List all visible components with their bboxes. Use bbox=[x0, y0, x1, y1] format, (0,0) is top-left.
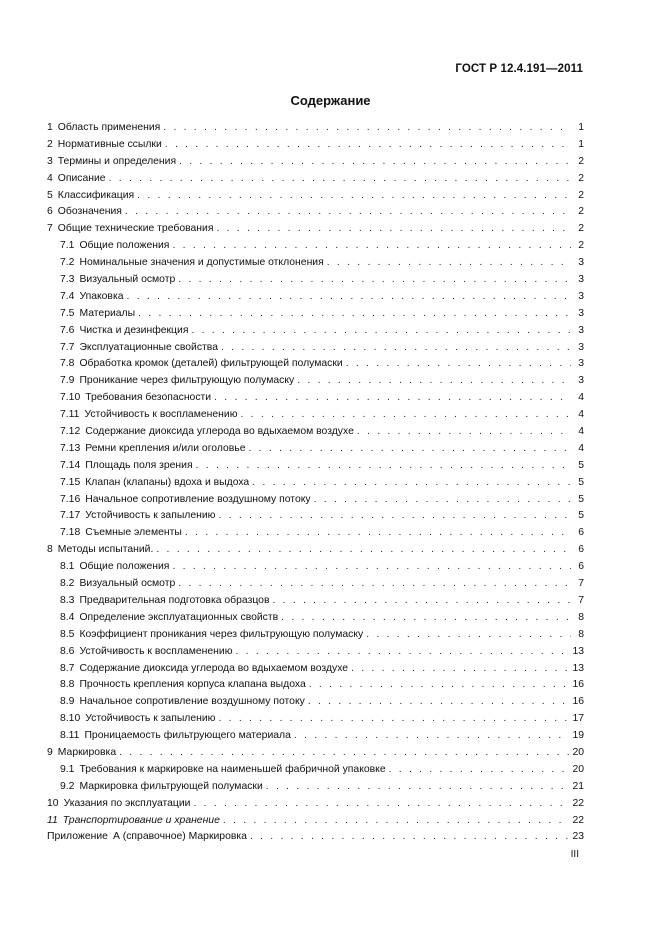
toc-entry-number: 8.10 bbox=[60, 713, 81, 725]
toc-entry-page: 4 bbox=[578, 392, 584, 404]
toc-entry[interactable] bbox=[47, 137, 584, 154]
toc-entry-number: 9 bbox=[47, 746, 53, 758]
toc-entry-number: 7.13 bbox=[60, 442, 81, 454]
toc-entry-page: 3 bbox=[578, 307, 584, 319]
toc-entry-number: 8.4 bbox=[60, 611, 75, 623]
toc-leader-dots bbox=[346, 356, 571, 373]
toc-entry-page: 5 bbox=[578, 510, 584, 522]
toc-entry-number: 9.2 bbox=[60, 780, 75, 792]
toc-entry[interactable] bbox=[47, 289, 584, 306]
toc-entry[interactable] bbox=[47, 424, 584, 441]
toc-entry-label bbox=[60, 677, 306, 694]
toc-entry-page: 8 bbox=[578, 611, 584, 623]
toc-entry[interactable] bbox=[47, 154, 584, 171]
toc-entry-number: 6 bbox=[47, 206, 53, 218]
toc-entry-text: Общие технические требования bbox=[57, 223, 214, 235]
toc-entry-label bbox=[60, 779, 263, 796]
toc-entry-page: 13 bbox=[572, 645, 584, 657]
toc-entry-number: 8.1 bbox=[60, 561, 75, 573]
toc-entry-number: 7.18 bbox=[60, 527, 81, 539]
toc-entry-label bbox=[47, 137, 162, 154]
toc-leader-dots bbox=[250, 829, 570, 846]
toc-leader-dots bbox=[308, 694, 570, 711]
toc-entry-text: Область применения bbox=[57, 122, 161, 133]
toc-entry[interactable] bbox=[47, 610, 584, 627]
toc-leader-dots bbox=[297, 373, 571, 390]
toc-entry[interactable] bbox=[47, 441, 584, 458]
toc-entry[interactable] bbox=[47, 796, 584, 813]
toc-entry-text: Материалы bbox=[79, 307, 136, 319]
toc-entry-number: 7.14 bbox=[60, 459, 81, 471]
toc-leader-dots bbox=[249, 441, 572, 458]
toc-entry-number: 8.2 bbox=[60, 578, 75, 590]
toc-entry-page: 21 bbox=[572, 780, 584, 792]
toc-entry-text: Устойчивость к запылению bbox=[85, 713, 216, 725]
toc-entry-label bbox=[47, 813, 220, 830]
toc-entry-label bbox=[60, 559, 169, 576]
toc-entry-number: 8.7 bbox=[60, 662, 75, 674]
toc-entry[interactable] bbox=[47, 627, 584, 644]
toc-entry-text: Начальное сопротивление воздушному потоку bbox=[79, 696, 305, 708]
toc-entry-text: Термины и определения bbox=[57, 155, 177, 167]
toc-leader-dots bbox=[236, 644, 570, 661]
toc-entry-label bbox=[60, 424, 354, 441]
toc-entry-text: Описание bbox=[57, 172, 106, 184]
toc-entry-label bbox=[60, 390, 211, 407]
toc-entry-label bbox=[60, 272, 175, 289]
toc-entry-text: Обозначения bbox=[57, 206, 122, 218]
toc-entry-text: Начальное сопротивление воздушному потоку bbox=[85, 493, 311, 505]
toc-leader-dots bbox=[241, 407, 572, 424]
toc-entry-label bbox=[60, 255, 324, 272]
toc-entry-label bbox=[60, 356, 343, 373]
toc-entry-page: 6 bbox=[578, 544, 584, 556]
toc-entry[interactable] bbox=[47, 373, 584, 390]
toc-entry-label bbox=[60, 627, 363, 644]
toc-entry[interactable] bbox=[47, 677, 584, 694]
toc-entry-label bbox=[60, 238, 169, 255]
toc-entry-page: 6 bbox=[578, 527, 584, 539]
toc-entry[interactable] bbox=[47, 188, 584, 205]
toc-entry-page: 3 bbox=[578, 257, 584, 269]
toc-entry-text: Нормативные ссылки bbox=[57, 138, 162, 150]
toc-entry-label bbox=[60, 728, 291, 745]
toc-entry-label bbox=[47, 204, 122, 221]
toc-entry-number: 8.3 bbox=[60, 594, 75, 606]
toc-entry[interactable] bbox=[47, 475, 584, 492]
toc-entry-page: 22 bbox=[572, 797, 584, 809]
toc-entry-text: Методы испытаний. bbox=[57, 544, 154, 556]
toc-entry-page: 20 bbox=[572, 746, 584, 758]
toc-leader-dots bbox=[156, 542, 571, 559]
table-of-contents bbox=[47, 120, 584, 846]
toc-entry[interactable] bbox=[47, 323, 584, 340]
toc-leader-dots bbox=[294, 728, 570, 745]
toc-leader-dots bbox=[165, 137, 571, 154]
toc-entry-label bbox=[60, 525, 182, 542]
toc-entry-page: 3 bbox=[578, 375, 584, 387]
toc-leader-dots bbox=[109, 171, 571, 188]
toc-entry-page: 13 bbox=[572, 662, 584, 674]
toc-entry[interactable] bbox=[47, 745, 584, 762]
toc-entry-label bbox=[60, 373, 294, 390]
toc-entry[interactable] bbox=[47, 272, 584, 289]
toc-entry-label bbox=[60, 593, 269, 610]
toc-entry-text: Проникание через фильтрующую полумаску bbox=[79, 375, 295, 387]
toc-entry-label bbox=[47, 745, 116, 762]
toc-entry-label bbox=[60, 576, 175, 593]
toc-entry-number: 9.1 bbox=[60, 763, 75, 775]
toc-entry-page: 4 bbox=[578, 442, 584, 454]
toc-entry-text: Содержание диоксида углерода во вдыхаемом воздухе bbox=[85, 426, 354, 438]
toc-entry-label bbox=[47, 188, 134, 205]
toc-entry-number: 7.5 bbox=[60, 307, 75, 319]
toc-entry-label bbox=[47, 171, 106, 188]
toc-entry-page: 19 bbox=[572, 730, 584, 742]
toc-entry-number: 4 bbox=[47, 172, 53, 184]
toc-entry[interactable] bbox=[47, 576, 584, 593]
toc-entry[interactable] bbox=[47, 779, 584, 796]
toc-entry-text: Указания по эксплуатации bbox=[63, 797, 191, 809]
toc-entry-number: 7.17 bbox=[60, 510, 81, 522]
toc-entry-number: 7.16 bbox=[60, 493, 81, 505]
toc-leader-dots bbox=[366, 627, 571, 644]
toc-entry-number: 7.11 bbox=[60, 409, 80, 421]
toc-entry-page: 2 bbox=[578, 223, 584, 235]
toc-entry[interactable] bbox=[47, 728, 584, 745]
toc-entry-page: 2 bbox=[578, 206, 584, 218]
toc-entry-number: 7.8 bbox=[60, 358, 75, 370]
toc-entry-label bbox=[60, 610, 278, 627]
toc-entry-label bbox=[60, 323, 188, 340]
toc-entry-text: Прочность крепления корпуса клапана выдоха bbox=[79, 679, 306, 691]
toc-entry[interactable] bbox=[47, 306, 584, 323]
toc-leader-dots bbox=[272, 593, 571, 610]
toc-entry-text: Номинальные значения и допустимые отклонения bbox=[79, 257, 324, 269]
toc-entry-text: Общие положения bbox=[79, 240, 170, 252]
toc-entry[interactable] bbox=[47, 829, 584, 846]
page-number: III bbox=[570, 849, 579, 860]
toc-entry-text: Требования к маркировке на наименьшей фабричной упаковке bbox=[79, 763, 386, 775]
toc-entry-number: 7.15 bbox=[60, 476, 81, 488]
toc-leader-dots bbox=[214, 390, 571, 407]
toc-entry-label bbox=[60, 508, 215, 525]
toc-entry-number: Приложение bbox=[47, 831, 108, 843]
toc-entry-label bbox=[60, 661, 348, 678]
toc-entry-page: 23 bbox=[572, 831, 584, 843]
toc-entry-text: Предварительная подготовка образцов bbox=[79, 594, 270, 606]
toc-entry[interactable] bbox=[47, 593, 584, 610]
toc-leader-dots bbox=[357, 424, 571, 441]
toc-leader-dots bbox=[221, 340, 571, 357]
toc-entry-page: 16 bbox=[572, 679, 584, 691]
toc-entry-page: 17 bbox=[572, 713, 584, 725]
toc-entry[interactable] bbox=[47, 661, 584, 678]
toc-entry-page: 7 bbox=[578, 578, 584, 590]
toc-entry-label bbox=[60, 441, 246, 458]
toc-entry-text: Съемные элементы bbox=[85, 527, 182, 539]
toc-leader-dots bbox=[218, 711, 569, 728]
toc-entry-label bbox=[47, 154, 176, 171]
toc-entry[interactable] bbox=[47, 644, 584, 661]
toc-entry-page: 1 bbox=[578, 138, 584, 150]
toc-entry-number: 7.1 bbox=[60, 240, 75, 252]
toc-entry[interactable] bbox=[47, 221, 584, 238]
toc-leader-dots bbox=[179, 154, 571, 171]
toc-entry-number: 10 bbox=[47, 797, 59, 809]
toc-entry-number: 8.5 bbox=[60, 628, 75, 640]
toc-entry-page: 22 bbox=[572, 814, 584, 826]
toc-entry-text: Устойчивость к запылению bbox=[85, 510, 216, 522]
toc-entry-text: Упаковка bbox=[79, 290, 124, 302]
toc-leader-dots bbox=[196, 458, 571, 475]
toc-leader-dots bbox=[163, 120, 571, 137]
toc-entry[interactable] bbox=[47, 762, 584, 779]
toc-leader-dots bbox=[137, 188, 571, 205]
toc-entry-number: 7.4 bbox=[60, 290, 75, 302]
toc-entry[interactable] bbox=[47, 694, 584, 711]
toc-entry-label bbox=[60, 492, 311, 509]
toc-leader-dots bbox=[125, 204, 571, 221]
toc-entry-number: 8.11 bbox=[60, 730, 80, 742]
toc-leader-dots bbox=[327, 255, 571, 272]
toc-entry-text: А (справочное) Маркировка bbox=[112, 831, 247, 843]
toc-entry-text: Устойчивость к воспламенению bbox=[79, 645, 233, 657]
toc-entry-page: 2 bbox=[578, 155, 584, 167]
toc-entry-text: Визуальный осмотр bbox=[79, 578, 176, 590]
toc-entry-text: Проницаемость фильтрующего материала bbox=[84, 730, 291, 742]
toc-entry-number: 7.2 bbox=[60, 257, 75, 269]
toc-entry-text: Визуальный осмотр bbox=[79, 274, 176, 286]
toc-leader-dots bbox=[218, 508, 571, 525]
toc-entry-text: Маркировка фильтрующей полумаски bbox=[79, 780, 263, 792]
toc-leader-dots bbox=[266, 779, 570, 796]
toc-leader-dots bbox=[193, 796, 569, 813]
toc-entry-text: Маркировка bbox=[57, 746, 117, 758]
toc-entry-text: Классификация bbox=[57, 189, 135, 201]
toc-entry-number: 5 bbox=[47, 189, 53, 201]
toc-entry-page: 3 bbox=[578, 274, 584, 286]
toc-entry-number: 7.6 bbox=[60, 324, 75, 336]
toc-entry-text: Ремни крепления и/или оголовье bbox=[85, 442, 246, 454]
toc-leader-dots bbox=[309, 677, 570, 694]
toc-entry-number: 7.3 bbox=[60, 274, 75, 286]
toc-entry-text: Определение эксплуатационных свойств bbox=[79, 611, 279, 623]
toc-leader-dots bbox=[223, 813, 570, 830]
toc-leader-dots bbox=[351, 661, 569, 678]
toc-entry-page: 2 bbox=[578, 240, 584, 252]
toc-entry-page: 4 bbox=[578, 409, 584, 421]
toc-entry-text: Общие положения bbox=[79, 561, 170, 573]
toc-entry-label bbox=[60, 711, 215, 728]
toc-entry[interactable] bbox=[47, 356, 584, 373]
toc-entry-text: Требования безопасности bbox=[85, 392, 212, 404]
toc-entry[interactable] bbox=[47, 492, 584, 509]
toc-entry-page: 5 bbox=[578, 476, 584, 488]
toc-entry-text: Обработка кромок (деталей) фильтрующей полумаски bbox=[79, 358, 343, 370]
toc-entry-label bbox=[60, 407, 238, 424]
toc-entry-page: 2 bbox=[578, 172, 584, 184]
toc-leader-dots bbox=[281, 610, 571, 627]
toc-leader-dots bbox=[172, 238, 571, 255]
toc-entry[interactable] bbox=[47, 340, 584, 357]
toc-entry-label bbox=[60, 458, 193, 475]
toc-entry-number: 8.9 bbox=[60, 696, 75, 708]
toc-title: Содержание bbox=[290, 93, 371, 108]
toc-entry[interactable] bbox=[47, 390, 584, 407]
toc-leader-dots bbox=[191, 323, 571, 340]
toc-entry-label bbox=[60, 289, 124, 306]
toc-entry-page: 3 bbox=[578, 324, 584, 336]
toc-entry[interactable] bbox=[47, 407, 584, 424]
toc-entry-page: 8 bbox=[578, 628, 584, 640]
toc-leader-dots bbox=[216, 221, 571, 238]
toc-entry-number: 11 bbox=[47, 814, 58, 826]
toc-entry-text: Транспортирование и хранение bbox=[62, 814, 220, 826]
toc-entry-text: Эксплуатационные свойства bbox=[79, 341, 218, 353]
toc-entry-page: 4 bbox=[578, 426, 584, 438]
toc-entry[interactable] bbox=[47, 120, 584, 137]
toc-leader-dots bbox=[119, 745, 569, 762]
toc-leader-dots bbox=[389, 762, 570, 779]
toc-entry-label bbox=[47, 221, 213, 238]
toc-leader-dots bbox=[178, 272, 571, 289]
toc-entry-number: 7.9 bbox=[60, 375, 75, 387]
toc-entry-page: 1 bbox=[578, 122, 584, 133]
toc-entry[interactable] bbox=[47, 458, 584, 475]
toc-entry-number: 8 bbox=[47, 544, 53, 556]
toc-entry[interactable] bbox=[47, 813, 584, 830]
toc-entry[interactable] bbox=[47, 711, 584, 728]
toc-leader-dots bbox=[138, 306, 571, 323]
toc-entry-label bbox=[60, 644, 233, 661]
toc-entry-page: 3 bbox=[578, 358, 584, 370]
toc-entry-text: Коэффициент проникания через фильтрующую полумаску bbox=[79, 628, 364, 640]
toc-entry-label bbox=[47, 120, 160, 137]
toc-leader-dots bbox=[178, 576, 571, 593]
toc-entry-text: Устойчивость к воспламенению bbox=[84, 409, 238, 421]
toc-entry[interactable] bbox=[47, 525, 584, 542]
document-code: ГОСТ Р 12.4.191—2011 bbox=[455, 63, 583, 75]
toc-entry-number: 7 bbox=[47, 223, 53, 235]
toc-entry-number: 1 bbox=[47, 122, 53, 133]
toc-entry-label bbox=[60, 694, 305, 711]
toc-entry-number: 8.8 bbox=[60, 679, 75, 691]
toc-leader-dots bbox=[252, 475, 571, 492]
toc-entry-page: 3 bbox=[578, 341, 584, 353]
toc-entry-text: Площадь поля зрения bbox=[85, 459, 193, 471]
toc-entry-label bbox=[60, 475, 249, 492]
toc-entry-number: 3 bbox=[47, 155, 53, 167]
toc-entry-label bbox=[60, 306, 135, 323]
toc-entry-page: 5 bbox=[578, 493, 584, 505]
toc-entry-number: 7.12 bbox=[60, 426, 81, 438]
toc-entry[interactable] bbox=[47, 255, 584, 272]
toc-leader-dots bbox=[127, 289, 571, 306]
toc-entry-label bbox=[47, 796, 190, 813]
toc-entry-number: 8.6 bbox=[60, 645, 75, 657]
toc-entry-label bbox=[47, 829, 247, 846]
toc-entry[interactable] bbox=[47, 204, 584, 221]
toc-leader-dots bbox=[314, 492, 571, 509]
toc-entry-text: Чистка и дезинфекция bbox=[79, 324, 189, 336]
toc-entry[interactable] bbox=[47, 238, 584, 255]
toc-leader-dots bbox=[185, 525, 571, 542]
toc-entry-label bbox=[60, 762, 386, 779]
toc-entry[interactable] bbox=[47, 559, 584, 576]
toc-entry[interactable] bbox=[47, 542, 584, 559]
toc-entry-number: 7.10 bbox=[60, 392, 81, 404]
toc-entry-text: Содержание диоксида углерода во вдыхаемом воздухе bbox=[79, 662, 349, 674]
toc-entry-page: 5 bbox=[578, 459, 584, 471]
toc-leader-dots bbox=[172, 559, 571, 576]
toc-entry-number: 2 bbox=[47, 138, 53, 150]
toc-entry-page: 6 bbox=[578, 561, 584, 573]
toc-entry-number: 7.7 bbox=[60, 341, 75, 353]
toc-entry-page: 20 bbox=[572, 763, 584, 775]
toc-entry-label bbox=[60, 340, 218, 357]
toc-entry-page: 7 bbox=[578, 594, 584, 606]
toc-entry[interactable] bbox=[47, 508, 584, 525]
toc-entry-text: Клапан (клапаны) вдоха и выдоха bbox=[85, 476, 250, 488]
toc-entry[interactable] bbox=[47, 171, 584, 188]
toc-entry-page: 3 bbox=[578, 290, 584, 302]
toc-entry-label bbox=[47, 542, 153, 559]
toc-entry-page: 16 bbox=[572, 696, 584, 708]
toc-entry-page: 2 bbox=[578, 189, 584, 201]
